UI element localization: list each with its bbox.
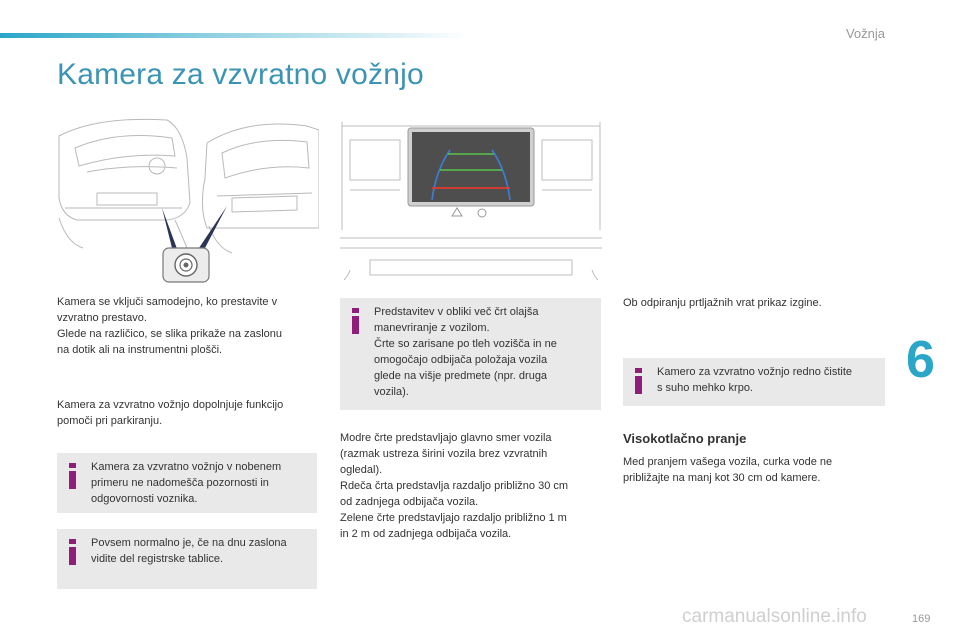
info-icon	[352, 308, 359, 334]
chapter-number: 6	[906, 331, 935, 389]
info-icon	[635, 368, 642, 394]
heading-high-pressure-washing: Visokotlačno pranje	[623, 431, 747, 446]
rear-camera-illustration	[57, 108, 319, 286]
page-number: 169	[912, 613, 931, 625]
text-parking-assist: Kamera za vzvratno vožnjo dopolnjuje funkcijo pomoči pri parkiranju.	[57, 399, 284, 427]
text-line-colors: Modre črte predstavljajo glavno smer vozila (razmak ustreza širini vozila brez vzvratnih ogledal). Rdeča črta predstavlja razdaljo približno 30 cm od zadnjega odbijača vozila. Zelene črte predstavljajo razdaljo približno 1 m in 2 m od zadnjega odbijača vozila.	[340, 432, 569, 540]
text-camera-activation: Kamera se vključi samodejno, ko prestavite v vzvratno prestavo. Glede na različico, se slika prikaže na zaslonu na dotik ali na instrumentni plošči.	[57, 296, 283, 356]
info-icon	[69, 539, 76, 565]
watermark: carmanualsonline.info	[682, 606, 867, 627]
text-tailgate-open: Ob odpiranju prtljažnih vrat prikaz izgine.	[623, 297, 822, 309]
text-washing-distance: Med pranjem vašega vozila, curka vode ne približajte na manj kot 30 cm od kamere.	[623, 456, 833, 484]
info-box-guide-lines: Predstavitev v obliki več črt olajša manevriranje z vozilom. Črte so zarisane po tleh vozišča in ne omogočajo odbijača položaja vozila glede na višje predmete (npr. druga vozila).	[340, 298, 601, 410]
info-icon	[69, 463, 76, 489]
page-title: Kamera za vzvratno vožnjo	[57, 58, 424, 91]
section-name: Vožnja	[845, 26, 885, 41]
reverse-camera-screen-illustration	[340, 120, 602, 280]
info-box-license-plate: Povsem normalno je, če na dnu zaslona vidite del registrske tablice.	[57, 529, 317, 589]
info-box-driver-responsibility: Kamera za vzvratno vožnjo v nobenem primeru ne nadomešča pozornosti in odgovornosti voznika.	[57, 453, 317, 513]
header-accent-bar	[0, 33, 470, 38]
info-box-cleaning: Kamero za vzvratno vožnjo redno čistite s suho mehko krpo.	[623, 358, 885, 406]
